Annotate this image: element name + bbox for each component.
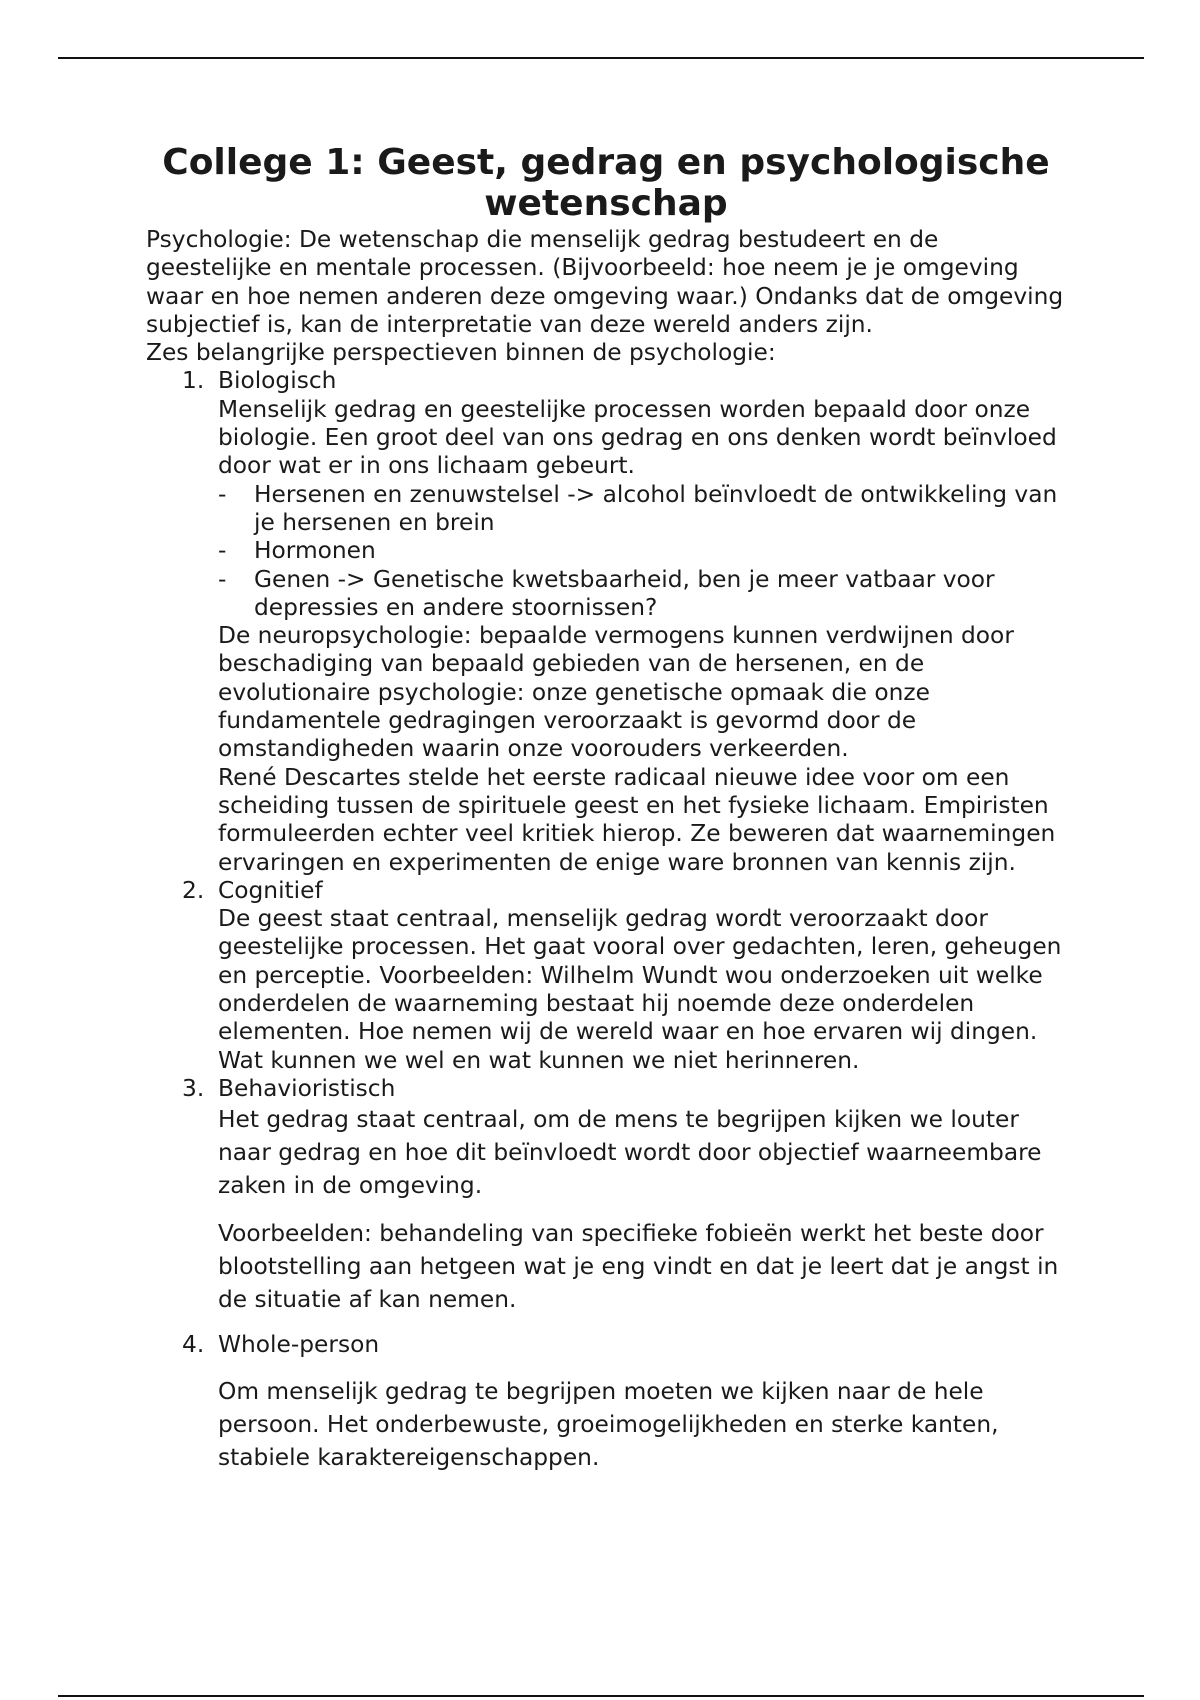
perspective-paragraph: De geest staat centraal, menselijk gedrag wordt veroorzaakt door geestelijke processen. Het gaat vooral over gedachten, leren, geheugen en perceptie. Voorbeelden: Wilhelm Wundt wou onderzoeken uit welke onderdelen de waarneming bestaat hij noemde deze onderdelen elementen. Hoe nemen wij de wereld waar en hoe ervaren wij dingen. Wat kunnen we wel en wat kunnen we niet herinneren. <box>218 905 1062 1074</box>
dash-bullet: - <box>218 480 227 508</box>
list-number: 4. <box>182 1331 205 1359</box>
perspectives-list <box>146 367 1066 1473</box>
header-rule <box>58 57 1144 59</box>
dash-bullet: - <box>218 537 227 565</box>
perspective-paragraph: René Descartes stelde het eerste radicaal nieuwe idee voor om een scheiding tussen de spirituele geest en het fysieke lichaam. Empiristen formuleerden echter veel kritiek hierop. Ze beweren dat waarnemingen ervaringen en experimenten de enige ware bronnen van kennis zijn. <box>218 763 1056 876</box>
footer-rule <box>58 1695 1144 1697</box>
bullet-item <box>218 566 1066 623</box>
list-number: 2. <box>182 876 205 904</box>
perspective-heading: Cognitief <box>218 876 323 904</box>
perspective-paragraph: Het gedrag staat centraal, om de mens te begrijpen kijken we louter naar gedrag en hoe dit beïnvloedt wordt door objectief waarneembare zaken in de omgeving. <box>218 1106 1042 1200</box>
bullet-text: Hormonen <box>254 537 376 565</box>
perspective-behavioristisch <box>146 1075 1066 1316</box>
page-title: College 1: Geest, gedrag en psychologische wetenschap <box>162 142 1050 224</box>
perspective-paragraph: Om menselijk gedrag te begrijpen moeten we kijken naar de hele persoon. Het onderbewuste, groeimogelijkheden en sterke kanten, stabiele karaktereigenschappen. <box>218 1377 999 1471</box>
bullet-item <box>218 481 1066 538</box>
perspective-heading: Whole-person <box>218 1331 380 1359</box>
perspective-cognitief <box>146 877 1066 1075</box>
perspective-biologisch <box>146 367 1066 876</box>
perspective-heading: Biologisch <box>218 367 337 395</box>
perspective-whole-person <box>146 1331 1066 1473</box>
list-number: 1. <box>182 367 205 395</box>
intro-perspectives-lead: Zes belangrijke perspectieven binnen de psychologie: <box>146 339 776 367</box>
biology-bullets <box>218 481 1066 622</box>
perspective-paragraph: De neuropsychologie: bepaalde vermogens kunnen verdwijnen door beschadiging van bepaald gebieden van de hersenen, en de evolutionaire psychologie: onze genetische opmaak die onze fundamentele gedragingen veroorzaakt is gevormd door de omstandigheden waarin onze voorouders verkeerden. <box>218 622 1014 763</box>
list-number: 3. <box>182 1074 205 1102</box>
bullet-item <box>218 537 1066 565</box>
perspective-heading: Behavioristisch <box>218 1074 396 1102</box>
intro-paragraph: Psychologie: De wetenschap die menselijk gedrag bestudeert en de geestelijke en mentale processen. (Bijvoorbeeld: hoe neem je je omgeving waar en hoe nemen anderen deze omgeving waar.) Ondanks dat de omgeving subjectief is, kan de interpretatie van deze wereld anders zijn. <box>146 226 1064 338</box>
bullet-text: Hersenen en zenuwstelsel -> alcohol beïnvloedt de ontwikkeling van je hersenen en brein <box>254 480 1058 536</box>
dash-bullet: - <box>218 565 227 593</box>
perspective-paragraph: Menselijk gedrag en geestelijke processen worden bepaald door onze biologie. Een groot deel van ons gedrag en ons denken wordt beïnvloed door wat er in ons lichaam gebeurt. <box>218 395 1057 480</box>
document-body <box>146 142 1066 1474</box>
perspective-paragraph: Voorbeelden: behandeling van specifieke fobieën werkt het beste door blootstelling aan hetgeen wat je eng vindt en dat je leert dat je angst in de situatie af kan nemen. <box>218 1220 1059 1314</box>
bullet-text: Genen -> Genetische kwetsbaarheid, ben je meer vatbaar voor depressies en andere stoornissen? <box>254 565 995 621</box>
